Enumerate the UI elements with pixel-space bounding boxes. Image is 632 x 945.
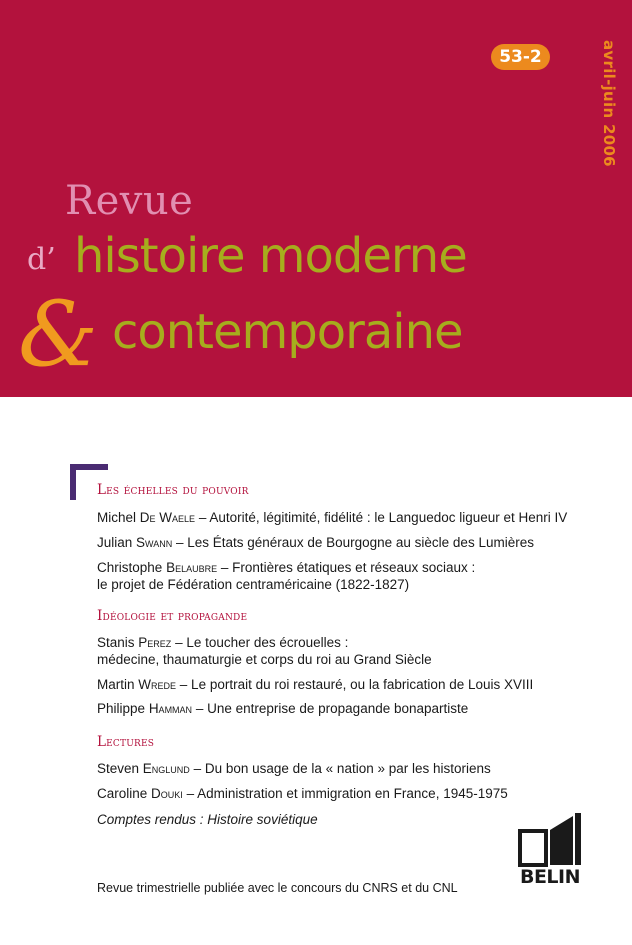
publisher-name: BELIN [519, 866, 581, 888]
toc-entry [97, 676, 533, 693]
title-histoire-moderne: histoire moderne [74, 228, 467, 284]
toc-entry [97, 700, 468, 717]
author-first-name: Martin [97, 677, 135, 692]
toc-entry [97, 785, 508, 802]
author-last-name: Belaubre [166, 560, 218, 575]
author-last-name: Hamman [148, 701, 193, 716]
issue-number-badge: 53-2 [491, 44, 550, 70]
author-last-name: Perez [138, 635, 172, 650]
author-last-name: Swann [136, 535, 173, 550]
corner-bracket-vertical [70, 464, 76, 500]
author-last-name: Douki [151, 786, 183, 801]
issue-date: avril-juin 2006 [600, 40, 618, 167]
article-title: – Les États généraux de Bourgogne au siècle des Lumières [175, 535, 534, 550]
author-first-name: Michel [97, 510, 137, 525]
author-first-name: Julian [97, 535, 133, 550]
author-first-name: Steven [97, 761, 140, 776]
article-title: – Autorité, légitimité, fidélité : le Languedoc ligueur et Henri IV [198, 510, 568, 525]
title-revue: Revue [65, 178, 194, 224]
article-title: – Du bon usage de la « nation » par les historiens [193, 761, 491, 776]
title-contemporaine: contemporaine [112, 304, 463, 360]
article-title: – Une entreprise de propagande bonapartiste [195, 701, 469, 716]
section-heading-lectures: Lectures [97, 734, 155, 750]
title-ampersand: & [18, 282, 99, 387]
author-first-name: Caroline [97, 786, 148, 801]
article-title: – Administration et immigration en France, 1945-1975 [186, 786, 508, 801]
author-last-name: De Waele [139, 510, 196, 525]
toc-entry-continuation: le projet de Fédération centraméricaine (1822-1827) [97, 577, 410, 592]
title-d-apostrophe: d’ [27, 242, 56, 277]
footer-note: Revue trimestrielle publiée avec le concours du CNRS et du CNL [97, 881, 458, 895]
toc-entry [97, 559, 475, 576]
author-last-name: Englund [142, 761, 190, 776]
author-last-name: Wrede [138, 677, 177, 692]
comptes-rendus-line: Comptes rendus : Histoire soviétique [97, 812, 318, 827]
toc-entry-continuation: médecine, thaumaturgie et corps du roi au Grand Siècle [97, 652, 432, 667]
article-title: – Le toucher des écrouelles : [175, 635, 349, 650]
author-first-name: Philippe [97, 701, 146, 716]
toc-entry [97, 534, 534, 551]
section-heading-ideologie: Idéologie et propagande [97, 608, 248, 624]
toc-entry [97, 509, 567, 526]
article-title: – Le portrait du roi restauré, ou la fabrication de Louis XVIII [179, 677, 534, 692]
toc-entry [97, 760, 491, 777]
author-first-name: Christophe [97, 560, 163, 575]
section-heading-echelles: Les échelles du pouvoir [97, 482, 249, 498]
title-band [0, 0, 632, 397]
article-title: – Frontières étatiques et réseaux sociaux : [220, 560, 476, 575]
author-first-name: Stanis [97, 635, 135, 650]
toc-entry [97, 634, 348, 651]
